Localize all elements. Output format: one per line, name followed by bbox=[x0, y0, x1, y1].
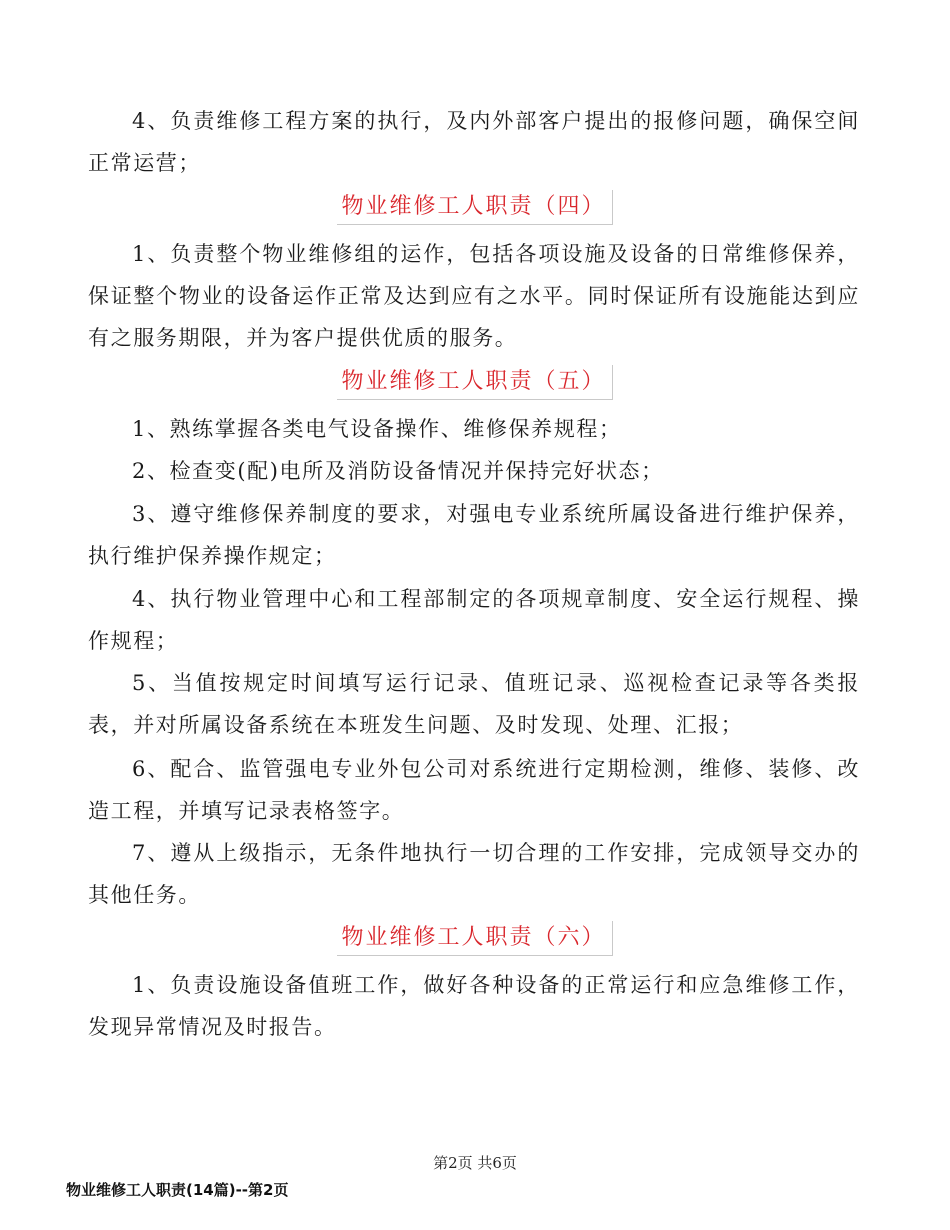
paragraph: 4、执行物业管理中心和工程部制定的各项规章制度、安全运行规程、操作规程； bbox=[88, 587, 860, 653]
footer-document-title: 物业维修工人职责(14篇)--第2页 bbox=[66, 1181, 289, 1199]
paragraph: 7、遵从上级指示，无条件地执行一切合理的工作安排，完成领导交办的其他任务。 bbox=[88, 841, 860, 907]
paragraph: 6、配合、监管强电专业外包公司对系统进行定期检测，维修、装修、改造工程，并填写记录表格签字。 bbox=[88, 757, 860, 823]
paragraph: 1、熟练掌握各类电气设备操作、维修保养规程； bbox=[132, 417, 622, 441]
section-heading-text: 物业维修工人职责（五） bbox=[337, 365, 612, 400]
paragraph: 4、负责维修工程方案的执行，及内外部客户提出的报修问题，确保空间正常运营； bbox=[88, 109, 860, 175]
page-number: 第2页 共6页 bbox=[433, 1154, 517, 1172]
paragraph: 3、遵守维修保养制度的要求，对强电专业系统所属设备进行维护保养，执行维护保养操作规定； bbox=[88, 502, 860, 568]
section-heading-text: 物业维修工人职责（六） bbox=[337, 921, 612, 956]
paragraph: 5、当值按规定时间填写运行记录、值班记录、巡视检查记录等各类报表，并对所属设备系统在本班发生问题、及时发现、处理、汇报； bbox=[88, 671, 860, 737]
section-heading bbox=[0, 921, 950, 956]
section-heading bbox=[0, 190, 950, 225]
paragraph: 2、检查变(配)电所及消防设备情况并保持完好状态； bbox=[132, 459, 664, 483]
section-heading-text: 物业维修工人职责（四） bbox=[337, 190, 612, 225]
paragraph: 1、负责整个物业维修组的运作，包括各项设施及设备的日常维修保养，保证整个物业的设备运作正常及达到应有之水平。同时保证所有设施能达到应有之服务期限，并为客户提供优质的服务。 bbox=[88, 242, 860, 350]
section-heading bbox=[0, 365, 950, 400]
paragraph: 1、负责设施设备值班工作，做好各种设备的正常运行和应急维修工作，发现异常情况及时报告。 bbox=[88, 973, 860, 1039]
